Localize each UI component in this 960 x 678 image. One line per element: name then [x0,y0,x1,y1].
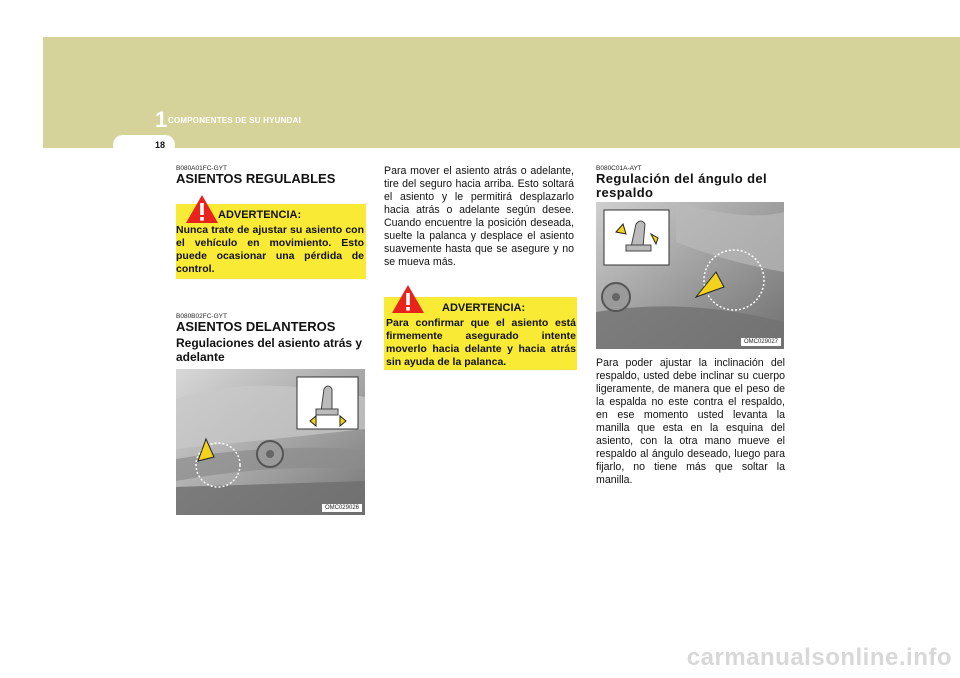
image-code: OMC029027 [741,338,781,346]
section-code: B080A01FC-GYT [176,165,227,172]
warning-title: ADVERTENCIA: [218,209,302,221]
backrest-photo [596,202,784,349]
header-band [43,37,960,148]
warning-icon [391,284,425,314]
section-heading: ASIENTOS REGULABLES [176,171,336,186]
page-tab [113,135,175,155]
section-subheading: Regulaciones del asiento atrás y adelante [176,336,363,364]
warning-box [176,204,366,279]
section-code: B080C01A-AYT [596,165,642,172]
image-code: OMC029026 [322,504,362,512]
section-heading: ASIENTOS DELANTEROS [176,319,336,334]
section-code: B080B02FC-GYT [176,313,227,320]
chapter-title: COMPONENTES DE SU HYUNDAI [168,116,302,125]
warning-text: Para confirmar que el asiento está firmemente asegurado intente moverlo hacia delante y hacia atrás sin ayuda de la palanca. [386,317,576,368]
footer-watermark: carmanualsonline.info [686,644,952,671]
chapter-number: 1 [155,107,168,132]
section-heading: Regulación del ángulo del respaldo [596,171,768,200]
warning-icon [185,194,219,224]
warning-title: ADVERTENCIA: [442,302,526,314]
paragraph: Para poder ajustar la inclinación del respaldo, usted debe inclinar su cuerpo ligeramente, de manera que el peso de la espalda no este contra el respaldo, en ese momento usted levanta la manilla que esta en la esquina del asiento, con la otra mano mueve el respaldo al ángulo deseado, luego para fijarlo, no tiene más que soltar la manilla. [596,357,785,486]
seat-slide-illustration [176,369,365,515]
backrest-illustration [596,202,784,349]
warning-text: Nunca trate de ajustar su asiento con el vehículo en movimiento. Esto puede ocasionar una pérdida de control. [176,224,364,275]
seat-slide-photo [176,369,365,515]
page-number: 18 [155,140,166,150]
paragraph: Para mover el asiento atrás o adelante, tire del seguro hacia arriba. Esto soltará el asiento y le permitirá desplazarlo hacia atrás o adelante según desee. Cuando encuentre la posición deseada, suelte la palanca y desplace el asiento suavemente hasta que se asegure y no se mueva más. [384,165,574,268]
warning-box [384,297,577,370]
